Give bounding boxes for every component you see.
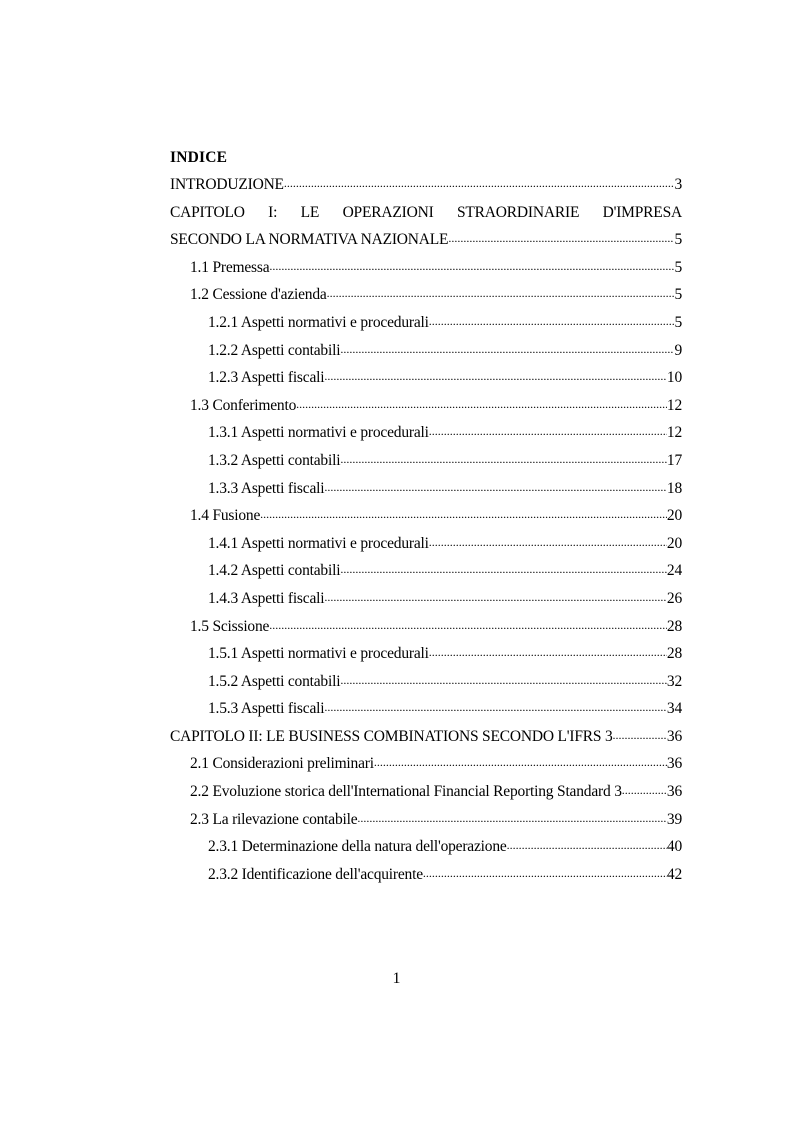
toc-leader-dots (429, 311, 675, 327)
toc-entry-chapter2 (170, 723, 682, 751)
toc-entry (170, 557, 682, 585)
toc-entry-page: 40 (666, 838, 682, 856)
toc-leader-dots (324, 698, 667, 714)
toc-entry-label: 1.4.1 Aspetti normativi e procedurali (208, 534, 429, 552)
toc-entry-page: 9 (674, 341, 682, 359)
toc-entry-page: 28 (666, 617, 682, 635)
toc-leader-dots (296, 394, 667, 410)
page-number: 1 (392, 970, 401, 987)
toc-leader-dots (340, 560, 667, 576)
chapter1-entries (170, 254, 682, 723)
toc-entry-label: SECONDO LA NORMATIVA NAZIONALE (170, 231, 449, 249)
toc-leader-dots (324, 477, 667, 493)
toc-leader-dots (340, 670, 667, 686)
toc-entry-page: 5 (674, 258, 682, 276)
toc-entry (170, 419, 682, 447)
toc-entry (170, 337, 682, 365)
toc-entry-page: 39 (666, 810, 682, 828)
toc-entry-label: 1.4.3 Aspetti fiscali (208, 589, 325, 607)
toc-entry-page: 20 (666, 507, 682, 525)
toc-entry-page: 24 (666, 562, 682, 580)
toc-entry-label: 1.5.3 Aspetti fiscali (208, 700, 325, 718)
toc-leader-dots (507, 836, 667, 852)
toc-entry-page: 42 (666, 865, 682, 883)
toc-entry-page: 3 (674, 176, 682, 193)
toc-entry (170, 475, 682, 503)
toc-entry (170, 778, 682, 806)
toc-leader-dots (429, 532, 667, 548)
toc-entry-label: 1.1 Premessa (190, 258, 270, 276)
toc-entry-label: 2.3.2 Identificazione dell'acquirente (208, 865, 423, 883)
toc-entry-page: 17 (666, 451, 682, 469)
toc-leader-dots (269, 615, 667, 631)
toc-leader-dots (374, 753, 667, 769)
toc-entry-page: 36 (666, 783, 682, 801)
toc-leader-dots (613, 725, 667, 741)
chapter1-word: CAPITOLO (170, 203, 245, 221)
toc-entry (170, 502, 682, 530)
chapter1-word: D'IMPRESA (602, 203, 682, 221)
toc-entry (170, 833, 682, 861)
toc-entry-page: 20 (666, 534, 682, 552)
toc-entry (170, 585, 682, 613)
toc-entry-label: 1.2 Cessione d'azienda (190, 286, 327, 304)
toc-entry (170, 668, 682, 696)
toc-entry-label: 1.5 Scissione (190, 617, 270, 635)
toc-entry-label: 1.3.1 Aspetti normativi e procedurali (208, 424, 429, 442)
toc-entry (170, 640, 682, 668)
toc-entry-label: 1.3.2 Aspetti contabili (208, 451, 341, 469)
toc-entry-label: CAPITOLO II: LE BUSINESS COMBINATIONS SECONDO L'IFRS 3 (170, 727, 613, 745)
toc-entry-page: 34 (666, 700, 682, 718)
toc-leader-dots (324, 587, 667, 603)
toc-entry-page: 5 (674, 231, 682, 249)
toc-entry-chapter1 (170, 226, 682, 254)
toc-entry (170, 392, 682, 420)
toc-leader-dots (622, 781, 667, 797)
toc-entry-label: 1.5.2 Aspetti contabili (208, 672, 341, 690)
toc-leader-dots (357, 808, 666, 824)
toc-entry (170, 750, 682, 778)
toc-entry-label: 1.3.3 Aspetti fiscali (208, 479, 325, 497)
toc-entry (170, 281, 682, 309)
toc-entry-label: 1.3 Conferimento (190, 396, 297, 414)
toc-entry-page: 36 (666, 727, 682, 745)
toc-entry-label: 2.1 Considerazioni preliminari (190, 755, 374, 773)
toc-entry-label: 1.5.1 Aspetti normativi e procedurali (208, 645, 429, 663)
toc-leader-dots (340, 449, 667, 465)
chapter1-word: I: (268, 203, 278, 221)
toc-chapter1-line1 (170, 199, 682, 227)
toc-leader-dots (423, 863, 667, 879)
toc-entry-page: 12 (666, 396, 682, 414)
chapter1-word: LE (300, 203, 320, 221)
toc-entry (170, 309, 682, 337)
toc-entry (170, 254, 682, 282)
toc-entry-page: 28 (666, 645, 682, 663)
toc-entry (170, 806, 682, 834)
toc-entry-label: INTRODUZIONE (170, 176, 284, 193)
toc-entry-label: 1.4 Fusione (190, 507, 261, 525)
toc-entry (170, 364, 682, 392)
toc-entry-label: 2.3 La rilevazione contabile (190, 810, 358, 828)
toc-entry-label: 1.4.2 Aspetti contabili (208, 562, 341, 580)
toc-leader-dots (324, 367, 667, 383)
toc-entry (170, 447, 682, 475)
toc-leader-dots (260, 505, 667, 521)
toc-leader-dots (429, 643, 667, 659)
toc-entry-label: 1.2.1 Aspetti normativi e procedurali (208, 313, 429, 331)
toc-leader-dots (429, 422, 667, 438)
toc-leader-dots (448, 229, 674, 245)
toc-leader-dots (269, 256, 674, 272)
toc-leader-dots (340, 339, 674, 355)
table-of-contents (170, 145, 682, 888)
toc-entry-page: 10 (666, 369, 682, 387)
toc-entry (170, 695, 682, 723)
toc-entry-page: 18 (666, 479, 682, 497)
toc-entry-introduzione (170, 171, 682, 199)
toc-leader-dots (284, 174, 675, 190)
toc-entry-page: 5 (674, 313, 682, 331)
chapter1-word: STRAORDINARIE (456, 203, 580, 221)
toc-entry (170, 861, 682, 889)
toc-entry-label: 2.2 Evoluzione storica dell'International Financial Reporting Standard 3 (190, 783, 622, 801)
toc-entry (170, 613, 682, 641)
toc-entry-label: 1.2.3 Aspetti fiscali (208, 369, 325, 387)
toc-leader-dots (327, 284, 675, 300)
toc-entry-page: 5 (674, 286, 682, 304)
toc-title: INDICE (170, 149, 228, 166)
toc-entry-page: 26 (666, 589, 682, 607)
toc-entry (170, 530, 682, 558)
chapter2-entries (170, 750, 682, 888)
toc-entry-label: 1.2.2 Aspetti contabili (208, 341, 341, 359)
toc-entry-page: 36 (666, 755, 682, 773)
toc-entry-page: 12 (666, 424, 682, 442)
chapter1-word: OPERAZIONI (342, 203, 434, 221)
toc-entry-page: 32 (666, 672, 682, 690)
toc-entry-label: 2.3.1 Determinazione della natura dell'operazione (208, 838, 507, 856)
